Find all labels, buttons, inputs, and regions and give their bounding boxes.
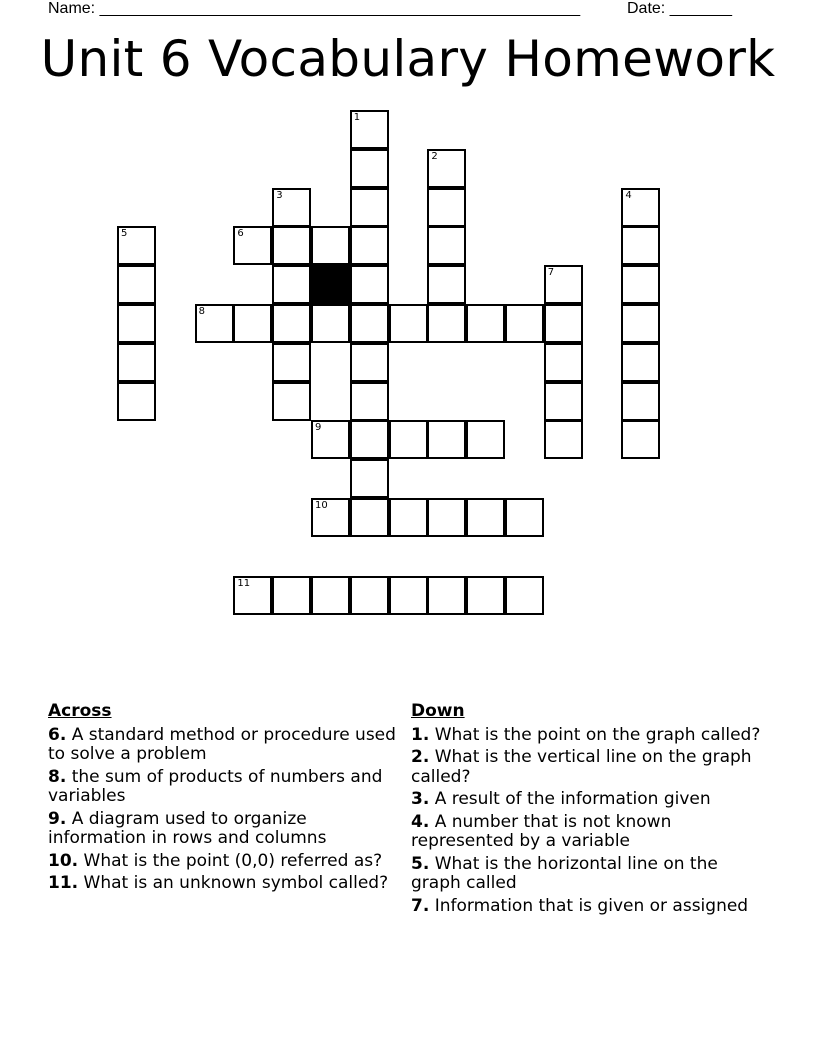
clue-text: What is the vertical line on the graph called? (411, 747, 752, 787)
grid-cell[interactable] (466, 304, 505, 343)
date-field[interactable]: Date: _______ (627, 0, 732, 17)
clue-number: 8. (48, 766, 67, 787)
grid-cell[interactable] (427, 149, 466, 188)
clue-number-label: 6 (237, 228, 244, 240)
grid-cell[interactable] (427, 265, 466, 304)
grid-cell[interactable] (350, 382, 389, 421)
grid-cell[interactable] (621, 265, 660, 304)
grid-cell[interactable] (389, 576, 428, 615)
clue-text: What is an unknown symbol called? (83, 873, 389, 893)
clue-number-label: 5 (121, 228, 128, 240)
grid-cell[interactable] (272, 382, 311, 421)
grid-cell[interactable] (544, 265, 583, 304)
grid-cell[interactable] (311, 498, 350, 537)
clue-number-label: 2 (431, 150, 438, 162)
across-clues (48, 702, 398, 897)
grid-cell[interactable] (427, 498, 466, 537)
clue-across-6 (48, 726, 398, 765)
grid-cell[interactable] (272, 343, 311, 382)
grid-cell[interactable] (544, 420, 583, 459)
clue-text: A result of the information given (434, 789, 711, 809)
clue-across-10 (48, 852, 398, 872)
grid-cell[interactable] (350, 226, 389, 265)
clue-number: 10. (48, 850, 79, 871)
clue-down-7 (411, 897, 761, 917)
grid-cell[interactable] (466, 576, 505, 615)
grid-cell[interactable] (621, 420, 660, 459)
clue-number-label: 1 (353, 112, 361, 123)
clue-number: 3. (411, 789, 430, 809)
clue-number: 6. (48, 724, 67, 745)
grid-cell[interactable] (427, 304, 466, 343)
grid-cell[interactable] (350, 459, 389, 498)
grid-cell[interactable] (427, 188, 466, 227)
grid-cell[interactable] (272, 576, 311, 615)
grid-cell[interactable] (117, 382, 156, 421)
across-heading: Across (48, 701, 112, 721)
grid-cell[interactable] (311, 420, 350, 459)
grid-cell[interactable] (466, 420, 505, 459)
clue-text: the sum of products of numbers and variables (48, 766, 383, 806)
grid-cell[interactable] (272, 304, 311, 343)
clue-number-label: 4 (625, 189, 632, 201)
grid-cell[interactable] (389, 420, 428, 459)
clue-down-5 (411, 855, 761, 894)
grid-cell[interactable] (117, 304, 156, 343)
grid-cell[interactable] (311, 226, 350, 265)
clue-number-label: 10 (315, 500, 328, 511)
grid-cell[interactable] (427, 576, 466, 615)
clue-number: 2. (411, 747, 430, 767)
grid-cell[interactable] (350, 110, 389, 149)
clue-number: 7. (411, 895, 430, 916)
clue-text: A standard method or procedure used to solve a problem (48, 724, 396, 764)
grid-cell[interactable] (389, 304, 428, 343)
grid-cell[interactable] (350, 188, 389, 227)
clue-number-label: 7 (547, 267, 555, 279)
grid-cell[interactable] (272, 226, 311, 265)
grid-cell[interactable] (272, 188, 311, 227)
grid-cell[interactable] (311, 576, 350, 615)
grid-cell[interactable] (621, 304, 660, 343)
grid-cell[interactable] (272, 265, 311, 304)
grid-cell[interactable] (621, 343, 660, 382)
grid-cell[interactable] (621, 382, 660, 421)
clue-number-label: 8 (198, 306, 205, 317)
clue-text: A diagram used to organize information in rows and columns (48, 808, 327, 848)
grid-cell[interactable] (233, 304, 272, 343)
clue-down-3 (411, 790, 761, 810)
grid-cell[interactable] (505, 304, 544, 343)
grid-cell[interactable] (466, 498, 505, 537)
grid-cell[interactable] (544, 343, 583, 382)
grid-cell[interactable] (233, 226, 272, 265)
grid-cell[interactable] (427, 420, 466, 459)
grid-cell[interactable] (544, 382, 583, 421)
grid-cell[interactable] (350, 420, 389, 459)
clue-number: 5. (411, 853, 430, 874)
clue-text: What is the point on the graph called? (434, 724, 761, 745)
clue-across-8 (48, 768, 398, 807)
grid-cell[interactable] (544, 304, 583, 343)
grid-cell[interactable] (350, 304, 389, 343)
grid-cell[interactable] (427, 226, 466, 265)
grid-cell[interactable] (195, 304, 234, 343)
grid-cell[interactable] (621, 226, 660, 265)
clue-text: What is the horizontal line on the graph called (411, 853, 718, 893)
grid-cell[interactable] (311, 304, 350, 343)
clue-number: 9. (48, 808, 67, 829)
grid-cell[interactable] (350, 149, 389, 188)
grid-cell[interactable] (350, 576, 389, 615)
down-heading: Down (411, 701, 465, 721)
clue-text: What is the point (0,0) referred as? (83, 850, 383, 871)
grid-cell[interactable] (350, 265, 389, 304)
grid-cell[interactable] (389, 498, 428, 537)
grid-cell[interactable] (350, 498, 389, 537)
grid-cell[interactable] (505, 576, 544, 615)
grid-cell[interactable] (117, 265, 156, 304)
grid-cell[interactable] (117, 226, 156, 265)
clue-across-11 (48, 874, 398, 894)
clue-down-1 (411, 726, 761, 746)
clue-number: 4. (411, 811, 430, 832)
clue-number: 11. (48, 873, 79, 893)
grid-cell[interactable] (117, 343, 156, 382)
clue-down-2 (411, 748, 761, 787)
clue-across-9 (48, 810, 398, 849)
grid-cell[interactable] (233, 576, 272, 615)
page-title: Unit 6 Vocabulary Homework (40, 30, 776, 88)
clue-down-4 (411, 813, 761, 852)
down-clues (411, 702, 761, 919)
grid-block (311, 265, 350, 304)
grid-cell[interactable] (350, 343, 389, 382)
clue-number-label: 9 (315, 422, 322, 434)
name-field[interactable]: Name: ______________________________________________________ (48, 0, 581, 17)
grid-cell[interactable] (621, 188, 660, 227)
clue-number-label: 11 (237, 577, 251, 589)
clue-text: Information that is given or assigned (434, 895, 749, 916)
clue-text: A number that is not known represented by a variable (411, 811, 672, 851)
clue-number: 1. (411, 724, 430, 745)
grid-cell[interactable] (505, 498, 544, 537)
clue-number-label: 3 (276, 189, 283, 201)
